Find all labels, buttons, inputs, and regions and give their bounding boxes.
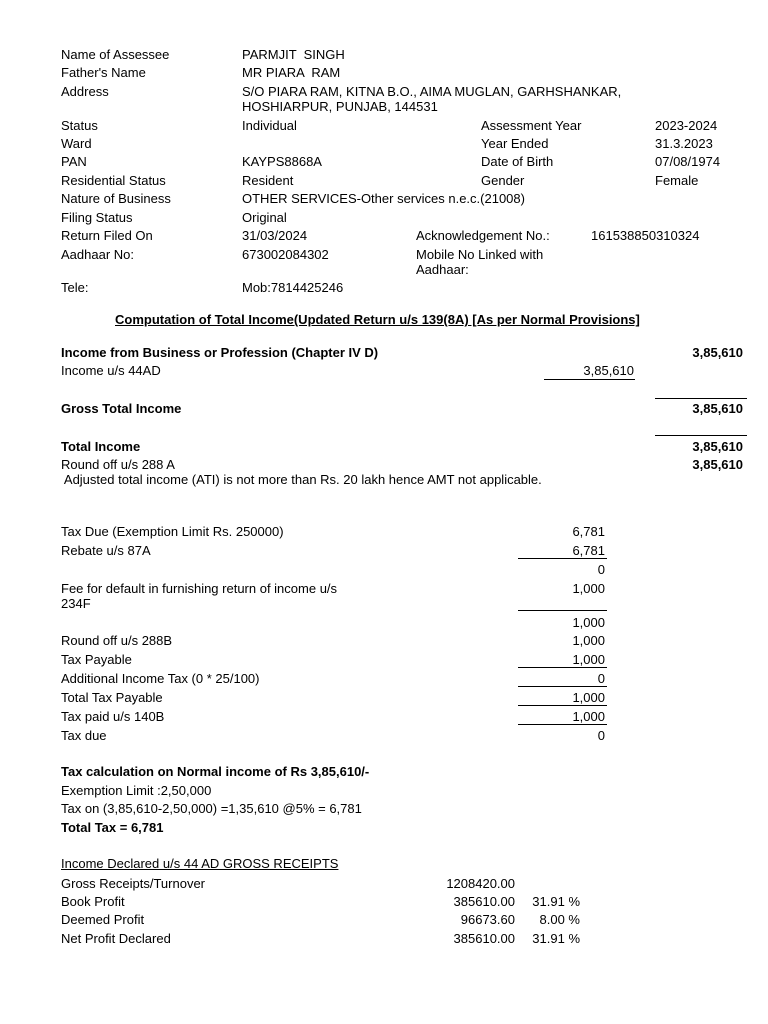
tele-value: Mob:7814425246 <box>242 280 344 295</box>
address-label: Address <box>61 84 109 99</box>
assessment-year-value: 2023-2024 <box>655 118 718 133</box>
row-label: Deemed Profit <box>61 912 145 927</box>
fee-234f-value: 1,000 <box>572 581 605 596</box>
fee-234f-label-line-1: Fee for default in furnishing return of income u/s <box>61 581 338 596</box>
final-tax-due-label: Tax due <box>61 728 107 743</box>
row-amount: 96673.60 <box>460 912 515 927</box>
mobile-linked-label-line-1: Mobile No Linked with <box>416 247 544 262</box>
address-line-2: HOSHIARPUR, PUNJAB, 144531 <box>242 99 438 114</box>
total-income-value: 3,85,610 <box>692 439 743 454</box>
tax-formula-text: Tax on (3,85,610-2,50,000) =1,35,610 @5% = 6,781 <box>61 801 362 816</box>
nature-of-business-value: OTHER SERVICES-Other services n.e.c.(21008) <box>242 191 525 206</box>
pan-value: KAYPS8868A <box>242 154 322 169</box>
tax-payable-value: 1,000 <box>572 652 605 667</box>
additional-tax-label: Additional Income Tax (0 * 25/100) <box>61 671 260 686</box>
fee-234f-label-line-2: 234F <box>61 596 91 611</box>
round-off-288b-label: Round off u/s 288B <box>61 633 173 648</box>
total-income-label: Total Income <box>61 439 141 454</box>
computation-title: Computation of Total Income(Updated Return u/s 139(8A) [As per Normal Provisions] <box>115 312 640 327</box>
subtotal-rule <box>518 667 607 668</box>
aadhaar-value: 673002084302 <box>242 247 329 262</box>
gender-value: Female <box>655 173 699 188</box>
business-income-heading: Income from Business or Profession (Chapter IV D) <box>61 345 379 360</box>
tax-payable-label: Tax Payable <box>61 652 132 667</box>
subtotal-rule <box>518 558 607 559</box>
subtotal-rule <box>518 724 607 725</box>
father-name-label: Father's Name <box>61 65 146 80</box>
dob-label: Date of Birth <box>481 154 554 169</box>
row-percent: 8.00 % <box>539 912 580 927</box>
dob-value: 07/08/1974 <box>655 154 721 169</box>
normal-calc-title: Tax calculation on Normal income of Rs 3,85,610/- <box>61 764 370 779</box>
filing-status-label: Filing Status <box>61 210 133 225</box>
exemption-limit-text: Exemption Limit :2,50,000 <box>61 783 212 798</box>
row-percent: 31.91 % <box>532 894 580 909</box>
tax-paid-140b-value: 1,000 <box>572 709 605 724</box>
fee-subtotal-value: 1,000 <box>572 615 605 630</box>
amt-note: Adjusted total income (ATI) is not more than Rs. 20 lakh hence AMT not applicable. <box>61 472 542 487</box>
row-amount: 385610.00 <box>453 894 515 909</box>
rebate-87a-value: 6,781 <box>572 543 605 558</box>
total-tax-payable-value: 1,000 <box>572 690 605 705</box>
round-off-288a-label: Round off u/s 288 A <box>61 457 175 472</box>
acknowledgement-value: 161538850310324 <box>591 228 700 243</box>
gross-total-income-label: Gross Total Income <box>61 401 182 416</box>
final-tax-due-value: 0 <box>597 728 605 743</box>
row-amount: 1208420.00 <box>446 876 515 891</box>
subtotal-rule <box>518 705 607 706</box>
rebate-87a-label: Rebate u/s 87A <box>61 543 151 558</box>
declared-income-title: Income Declared u/s 44 AD GROSS RECEIPTS <box>61 856 339 871</box>
subtotal-rule <box>518 686 607 687</box>
residential-status-value: Resident <box>242 173 294 188</box>
subtotal-rule <box>544 379 635 380</box>
income-44ad-value: 3,85,610 <box>583 363 634 378</box>
address-line-1: S/O PIARA RAM, KITNA B.O., AIMA MUGLAN, GARHSHANKAR, <box>242 84 622 99</box>
pan-label: PAN <box>61 154 87 169</box>
row-amount: 385610.00 <box>453 931 515 946</box>
filing-status-value: Original <box>242 210 287 225</box>
subtotal-rule <box>518 610 607 611</box>
additional-tax-value: 0 <box>597 671 605 686</box>
nature-of-business-label: Nature of Business <box>61 191 171 206</box>
total-tax-text: Total Tax = 6,781 <box>61 820 164 835</box>
row-percent: 31.91 % <box>532 931 580 946</box>
tax-due-value: 6,781 <box>572 524 605 539</box>
residential-status-label: Residential Status <box>61 173 166 188</box>
return-filed-on-value: 31/03/2024 <box>242 228 308 243</box>
assessment-year-label: Assessment Year <box>481 118 582 133</box>
assessee-name-value: PARMJIT SINGH <box>242 47 345 62</box>
row-label: Net Profit Declared <box>61 931 171 946</box>
status-value: Individual <box>242 118 297 133</box>
total-rule <box>655 398 747 399</box>
after-rebate-value: 0 <box>597 562 605 577</box>
income-44ad-label: Income u/s 44AD <box>61 363 161 378</box>
father-name-value: MR PIARA RAM <box>242 65 341 80</box>
tax-due-label: Tax Due (Exemption Limit Rs. 250000) <box>61 524 284 539</box>
business-income-total: 3,85,610 <box>692 345 743 360</box>
gross-total-income-value: 3,85,610 <box>692 401 743 416</box>
tele-label: Tele: <box>61 280 89 295</box>
round-off-288b-value: 1,000 <box>572 633 605 648</box>
year-ended-value: 31.3.2023 <box>655 136 713 151</box>
row-label: Book Profit <box>61 894 125 909</box>
assessee-name-label: Name of Assessee <box>61 47 170 62</box>
total-rule <box>655 435 747 436</box>
aadhaar-label: Aadhaar No: <box>61 247 134 262</box>
status-label: Status <box>61 118 98 133</box>
mobile-linked-label-line-2: Aadhaar: <box>416 262 469 277</box>
return-filed-on-label: Return Filed On <box>61 228 153 243</box>
year-ended-label: Year Ended <box>481 136 549 151</box>
row-label: Gross Receipts/Turnover <box>61 876 206 891</box>
ward-label: Ward <box>61 136 92 151</box>
acknowledgement-label: Acknowledgement No.: <box>416 228 550 243</box>
total-tax-payable-label: Total Tax Payable <box>61 690 163 705</box>
gender-label: Gender <box>481 173 525 188</box>
tax-paid-140b-label: Tax paid u/s 140B <box>61 709 165 724</box>
round-off-288a-value: 3,85,610 <box>692 457 743 472</box>
